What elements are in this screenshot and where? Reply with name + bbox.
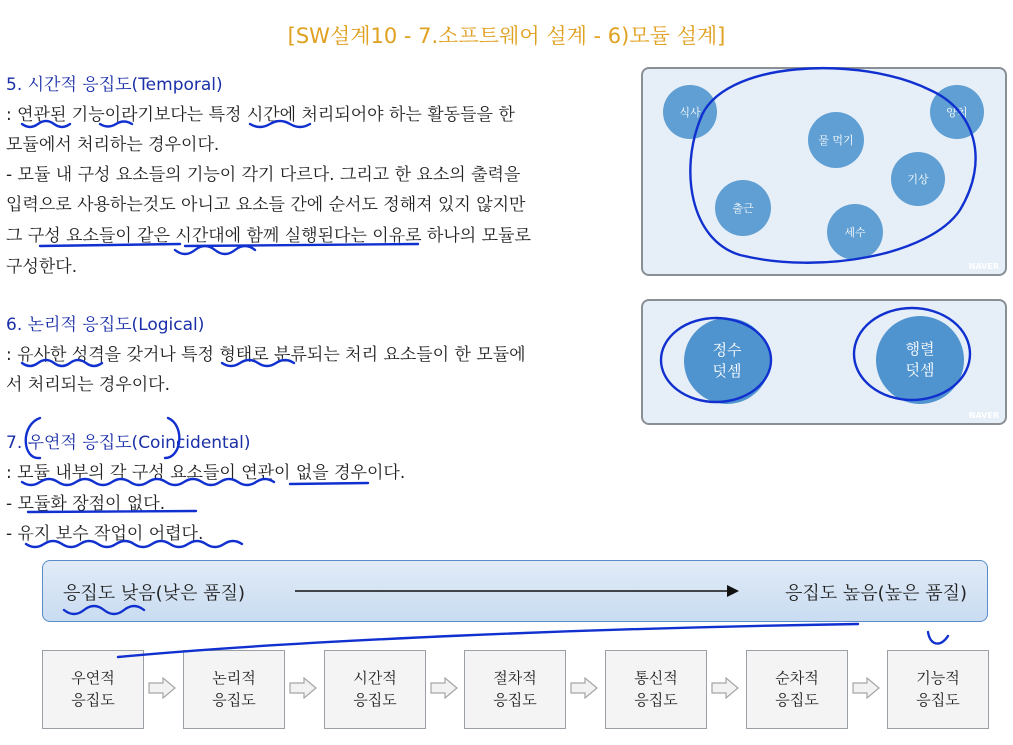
temporal-line: 입력으로 사용하는것도 아니고 요소들 간에 순서도 정해져 있지 않지만	[6, 195, 526, 215]
temporal-line: 모듈에서 처리하는 경우이다.	[6, 135, 220, 155]
logical-diagram	[641, 299, 1007, 425]
right-arrow-icon	[570, 677, 598, 699]
cohesion-level-box: 순차적 응집도	[746, 650, 848, 729]
coincidental-line: : 모듈 내부의 각 구성 요소들이 연관이 없을 경우이다.	[6, 463, 406, 483]
pen-stroke	[175, 246, 255, 254]
diagram-circle: 물 먹기	[808, 112, 864, 168]
coincidental-line: - 유지 보수 작업이 어렵다.	[6, 524, 204, 544]
logical-line: 서 처리되는 경우이다.	[6, 375, 171, 395]
cohesion-level-box: 절차적 응집도	[464, 650, 566, 729]
page-title: [SW설계10 - 7.소프트웨어 설계 - 6)모듈 설계]	[287, 24, 726, 48]
right-arrow-icon	[289, 677, 317, 699]
right-arrow-icon	[711, 677, 739, 699]
cohesion-level-box: 시간적 응집도	[324, 650, 426, 729]
pen-stroke	[290, 483, 368, 484]
cohesion-level-box: 우연적 응집도	[42, 650, 144, 729]
logical-heading: 6. 논리적 응집도(Logical)	[6, 315, 205, 335]
diagram-circle: 양치	[930, 85, 984, 139]
scale-arrow-icon	[295, 581, 741, 601]
temporal-line: - 모듈 내 구성 요소들의 기능이 각기 다르다. 그리고 한 요소의 출력을	[6, 165, 521, 185]
diagram-circle: 세수	[827, 204, 883, 260]
temporal-line: : 연관된 기능이라기보다는 특정 시간에 처리되어야 하는 활동들을 한	[6, 105, 515, 125]
cohesion-level-box: 논리적 응집도	[183, 650, 285, 729]
cohesion-low-label: 응집도 낮음(낮은 품질)	[63, 583, 245, 604]
pen-stroke	[928, 632, 948, 644]
right-arrow-icon	[430, 677, 458, 699]
temporal-line: 구성한다.	[6, 257, 78, 277]
diagram-circle: 정수 덧셈	[684, 318, 770, 404]
temporal-heading: 5. 시간적 응집도(Temporal)	[6, 75, 223, 95]
cohesion-high-label: 응집도 높음(높은 품질)	[785, 583, 967, 604]
cohesion-level-box: 기능적 응집도	[887, 650, 989, 729]
logical-line: : 유사한 성격을 갖거나 특정 형태로 분류되는 처리 요소들이 한 모듈에	[6, 345, 526, 365]
watermark: NAVER	[968, 262, 999, 271]
temporal-line: 그 구성 요소들이 같은 시간대에 함께 실행된다는 이유로 하나의 모듈로	[6, 226, 531, 246]
diagram-circle: 행렬 덧셈	[876, 316, 964, 404]
right-arrow-icon	[852, 677, 880, 699]
cohesion-level-box: 통신적 응집도	[605, 650, 707, 729]
temporal-diagram	[641, 67, 1007, 276]
coincidental-line: - 모듈화 장점이 없다.	[6, 494, 166, 514]
watermark: NAVER	[968, 411, 999, 420]
diagram-circle: 출근	[715, 180, 771, 236]
coincidental-heading: 7. 우연적 응집도(Coincidental)	[6, 433, 251, 453]
cohesion-scale-bar	[42, 560, 988, 622]
diagram-circle: 기상	[891, 152, 945, 206]
diagram-circle: 식사	[663, 85, 717, 139]
right-arrow-icon	[148, 677, 176, 699]
